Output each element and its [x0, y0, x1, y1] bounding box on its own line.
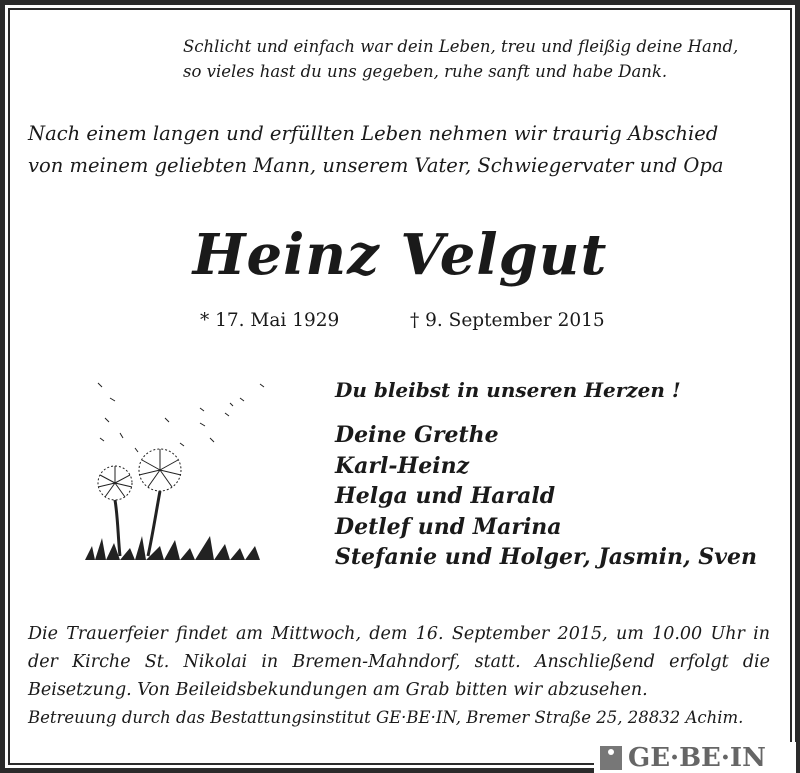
dandelion-head-right [139, 449, 181, 491]
logo-text: GE·BE·IN [628, 742, 766, 773]
deceased-name: Heinz Velgut [192, 222, 608, 288]
undertaker-info: Betreuung durch das Bestattungsinstitut GE·BE·IN, Bremer Straße 25, 28832 Achim. [28, 708, 744, 727]
verse-line: Schlicht und einfach war dein Leben, treu und fleißig deine Hand, [183, 37, 739, 56]
family-member: Helga und Harald [335, 483, 556, 509]
intro-line: Nach einem langen und erfüllten Leben nehmen wir traurig Abschied [28, 122, 719, 145]
verse [183, 34, 738, 84]
family-member: Stefanie und Holger, Jasmin, Sven [335, 544, 757, 570]
intro-text [28, 118, 724, 182]
family-member: Deine Grethe [335, 422, 499, 448]
family-list [335, 420, 757, 573]
intro-line: von meinem geliebten Mann, unserem Vater, Schwiegervater und Opa [28, 154, 724, 177]
gebein-logo [594, 742, 796, 773]
birth-date: * 17. Mai 1929 [200, 310, 340, 331]
family-member: Karl-Heinz [335, 452, 470, 479]
dandelion-head-left [98, 466, 132, 500]
closing-line: Du bleibst in unseren Herzen ! [335, 378, 681, 402]
grass [85, 536, 260, 560]
logo-mark-icon [600, 746, 622, 770]
dandelion-illustration [80, 378, 270, 563]
family-member: Detlef und Marina [335, 513, 562, 540]
verse-line: so vieles hast du uns gegeben, ruhe sanft und habe Dank. [183, 62, 668, 81]
ceremony-info: Die Trauerfeier findet am Mittwoch, dem 16. September 2015, um 10.00 Uhr in der Kirche St. Nikolai in Bremen-Mahndorf, statt. Anschließend erfolgt die Beisetzung. Von Beileidsbekundungen am Grab bitten wir abzusehen. [28, 624, 770, 700]
death-date: † 9. September 2015 [410, 310, 605, 331]
